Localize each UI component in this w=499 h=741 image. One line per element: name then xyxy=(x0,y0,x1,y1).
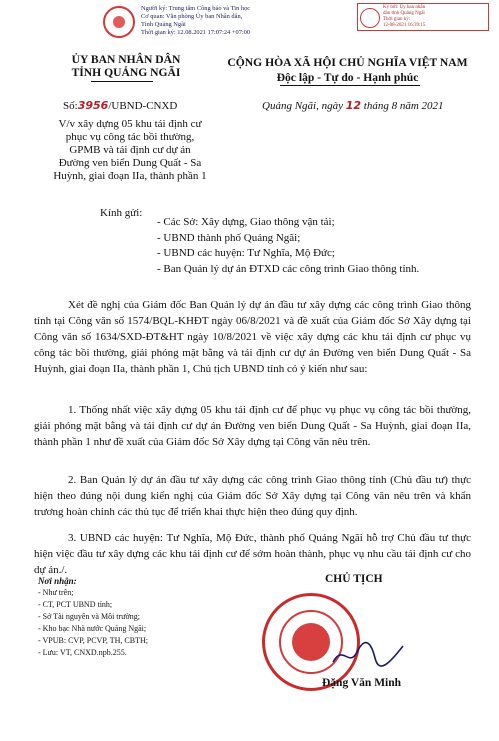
document-date xyxy=(262,99,444,112)
nation-name: CỘNG HÒA XÃ HỘI CHỦ NGHĨA VIỆT NAM xyxy=(227,56,468,69)
recipient-item: - Các Sở: Xây dựng, Giao thông vận tải; xyxy=(157,216,335,228)
number-prefix: Số: xyxy=(63,100,78,112)
document-subject xyxy=(45,118,215,183)
signature-agency-cont: Tỉnh Quảng Ngãi xyxy=(141,21,186,28)
signer-name: Đặng Văn Minh xyxy=(322,677,402,689)
number-suffix: /UBND-CNXD xyxy=(108,100,178,112)
distribution-title: Nơi nhận: xyxy=(38,576,77,586)
stamp-line: dân tỉnh Quảng Ngãi xyxy=(383,11,425,16)
signed-by-stamp xyxy=(357,3,489,31)
document-number xyxy=(63,99,177,112)
distribution-list xyxy=(38,575,208,659)
signature-signer: Người ký: Trung tâm Công báo và Tin học xyxy=(141,5,251,12)
recipient-item: - UBND các huyện: Tư Nghĩa, Mộ Đức; xyxy=(157,247,335,260)
org-name-line2: TỈNH QUẢNG NGÃI xyxy=(71,66,181,79)
recipient-item: - UBND thành phố Quảng Ngãi; xyxy=(157,231,301,244)
handwritten-signature-icon xyxy=(331,640,406,670)
recipients-list xyxy=(157,215,419,277)
digital-signature-info xyxy=(141,5,250,37)
date-prefix: Quảng Ngãi, ngày xyxy=(262,100,343,112)
distribution-item: - Kho bạc Nhà nước Quảng Ngãi; xyxy=(38,624,147,633)
motto-underline xyxy=(280,85,420,86)
distribution-item: - Như trên; xyxy=(38,588,74,597)
body-paragraph-3: 3. UBND các huyện: Tư Nghĩa, Mộ Đức, thành phố Quảng Ngãi hỗ trợ Chủ đầu tư thực hiện việc đầu tư xây dựng các khu tái định cư để sớm hoàn thành, phục vụ nhu cầu tái định cư cho dự án./. xyxy=(34,532,471,576)
org-underline xyxy=(91,81,153,82)
distribution-item: - CT, PCT UBND tỉnh; xyxy=(38,600,113,609)
recipient-item: - Ban Quản lý dự án ĐTXD các công trình Giao thông tỉnh. xyxy=(157,262,420,275)
motto: Độc lập - Tự do - Hạnh phúc xyxy=(276,71,419,84)
body-paragraph-1: 1. Thống nhất việc xây dựng 05 khu tái định cư để phục vụ phục vụ công tác bồi thường, giải phóng mặt bằng và tái định cư dự án Đường ven biển Dung Quất - Sa Huỳnh, giai đoạn IIa, thành phần 1 như đề xuất của Giám đốc Sở Xây dựng tại Công văn nêu trên. xyxy=(34,404,471,448)
digital-signature-seal-icon xyxy=(103,6,135,38)
date-handwritten: 12 xyxy=(345,99,362,112)
body-paragraph-2: 2. Ban Quản lý dự án đầu tư xây dựng các công trình Giao thông tỉnh (Chủ đầu tư) thực hiện theo đúng nội dung kiến nghị của Giám đốc Sở Xây dựng tại Công văn nêu trên và khẩn trương hoàn chỉnh các thủ tục để triển khai thực hiện theo đúng quy định. xyxy=(34,474,471,518)
stamp-line: Ký bởi: Ủy ban nhân xyxy=(383,5,426,10)
number-handwritten: 3956 xyxy=(77,99,109,112)
subject-line: Đường ven biển Dung Quất - Sa xyxy=(58,157,202,169)
subject-line: V/v xây dựng 05 khu tái định cư xyxy=(58,118,202,130)
org-name-line1: ỦY BAN NHÂN DÂN xyxy=(71,53,181,66)
stamp-seal-icon xyxy=(360,8,380,28)
signature-time: Thời gian ký: 12.08.2021 17:07:24 +07:00 xyxy=(141,29,251,36)
subject-line: GPMB và tái định cư dự án xyxy=(69,144,191,156)
distribution-item: - VPUB: CVP, PCVP, TH, CBTH; xyxy=(38,636,148,645)
national-motto xyxy=(225,55,470,85)
stamp-line: 12-08-2021 16:39:15 xyxy=(383,23,426,28)
distribution-item: - Lưu: VT, CNXD.npb.255. xyxy=(38,648,127,657)
recipients-label: Kính gửi: xyxy=(100,207,143,219)
subject-line: Huỳnh, giai đoạn IIa, thành phần 1 xyxy=(53,170,207,182)
signer-title: CHỦ TỊCH xyxy=(325,573,383,585)
issuing-organization xyxy=(46,53,206,79)
body-paragraph-intro: Xét đề nghị của Giám đốc Ban Quản lý dự án đầu tư xây dựng các công trình Giao thông tỉnh tại Công văn số 1574/BQL-KHĐT ngày 06/8/2021 và đề xuất của Giám đốc Sở Xây dựng tại Công văn số 1634/SXD-ĐT&HT ngày 10/8/2021 về việc xây dựng các khu tái định cư phục vụ công tác bồi thường, giải phóng mặt bằng và tái định cư dự án Đường ven biển Dung Quất - Sa Huỳnh, giai đoạn IIa, thành phần 1, Chủ tịch UBND tỉnh có ý kiến như sau: xyxy=(34,299,471,375)
stamp-line: Thời gian ký: xyxy=(383,17,411,22)
distribution-item: - Sở Tài nguyên và Môi trường; xyxy=(38,612,140,621)
date-suffix: tháng 8 năm 2021 xyxy=(363,100,444,112)
subject-line: phục vụ công tác bồi thường, xyxy=(65,131,195,143)
signature-agency: Cơ quan: Văn phòng Ủy ban Nhân dân, xyxy=(141,13,243,20)
